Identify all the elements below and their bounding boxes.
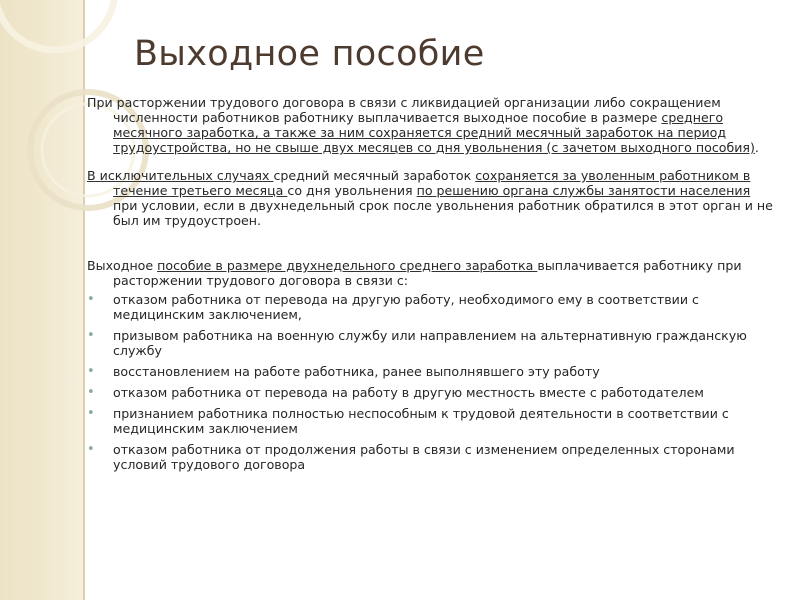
list-item-text: отказом работника от продолжения работы в связи с изменением определенных сторонами условий трудового договора — [113, 442, 735, 472]
underlined-fragment: В исключительных случаях — [87, 168, 274, 183]
bullet-icon: • — [87, 442, 95, 457]
grounds-list — [87, 292, 777, 472]
list-item-text: восстановлением на работе работника, ранее выполнявшего эту работу — [113, 364, 600, 379]
list-item — [87, 292, 777, 322]
bullet-icon: • — [87, 364, 95, 379]
paragraph-two-week-allowance — [87, 258, 777, 288]
list-item-text: отказом работника от перевода на другую работу, необходимого ему в соответствии с медицинским заключением, — [113, 292, 699, 322]
bullet-icon: • — [87, 292, 95, 307]
text-fragment: . — [754, 140, 759, 155]
paragraph-liquidation — [87, 95, 777, 155]
text-fragment: средний месячный заработок — [273, 168, 476, 183]
list-item-text: признанием работника полностью неспособным к трудовой деятельности в соответствии с медицинским заключением — [113, 406, 729, 436]
list-item — [87, 364, 777, 379]
text-fragment: со дня увольнения — [287, 183, 417, 198]
list-item-text: отказом работника от перевода на работу в другую местность вместе с работодателем — [113, 385, 704, 400]
list-item — [87, 406, 777, 436]
paragraph-exceptional-cases — [87, 168, 777, 228]
list-item — [87, 442, 777, 472]
underlined-fragment: среднего месячного заработка, а также за ним сохраняется средний месячный заработок на период трудоустройства, но не свыше двух месяцев со дня увольнения (с зачетом выходного пособия) — [113, 110, 755, 155]
slide-body — [87, 95, 777, 478]
underlined-fragment: по решению органа службы занятости населения — [416, 183, 751, 198]
bullet-icon: • — [87, 328, 95, 343]
text-fragment: Выходное — [87, 258, 158, 273]
text-fragment: при условии, если в двухнедельный срок после увольнения работник обратился в этот орган и не был им трудоустроен. — [113, 198, 773, 228]
list-item — [87, 385, 777, 400]
list-item-text: призывом работника на военную службу или направлением на альтернативную гражданскую службу — [113, 328, 747, 358]
underlined-fragment: сохраняется за уволенным работником в течение третьего месяца — [113, 168, 751, 198]
list-item — [87, 328, 777, 358]
decorative-side-band — [0, 0, 85, 600]
underlined-fragment: пособие в размере двухнедельного среднего заработка — [157, 258, 538, 273]
text-fragment: При расторжении трудового договора в связи с ликвидацией организации либо сокращением численности работников работнику выплачивается выходное пособие в размере — [87, 95, 721, 125]
slide-title: Выходное пособие — [134, 34, 485, 74]
bullet-icon: • — [87, 385, 95, 400]
text-fragment: выплачивается работнику при расторжении трудового договора в связи с: — [113, 258, 742, 288]
bullet-icon: • — [87, 406, 95, 421]
